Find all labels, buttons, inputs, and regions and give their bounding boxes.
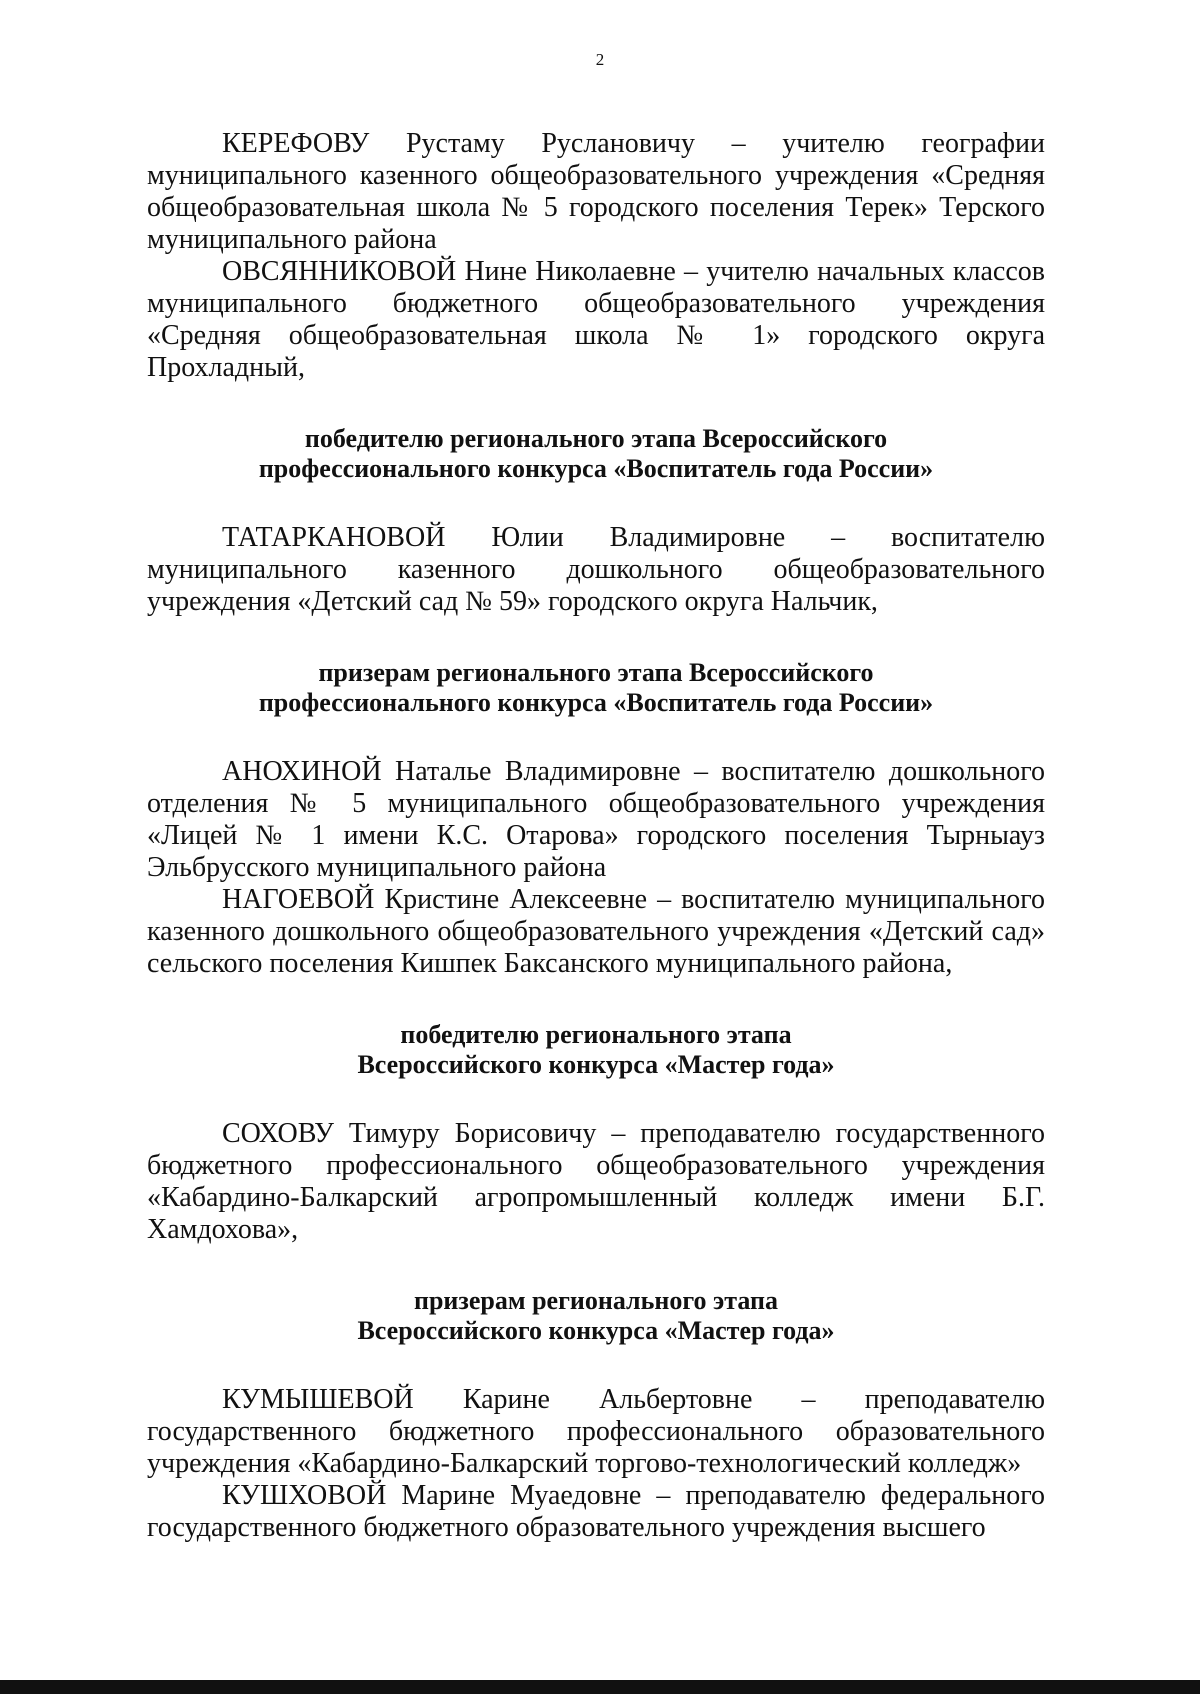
paragraph: СОХОВУ Тимуру Борисовичу – преподавателю государственного бюджетного профессионального общеобразовательного учреждения «Кабардино-Балкарский агропромышленный колледж имени Б.Г. Хамдохова», [147,1118,1045,1245]
section-heading [147,658,1045,718]
section-heading-line: победителю регионального этапа Всероссийского [304,424,888,453]
section-heading-line: призерам регионального этапа Всероссийского [318,658,874,687]
paragraph: АНОХИНОЙ Наталье Владимировне – воспитателю дошкольного отделения № 5 муниципального общеобразовательного учреждения «Лицей № 1 имени К.С. Отарова» городского поселения Тырныауз Эльбрусского муниципального района [147,756,1045,883]
section-heading-line: Всероссийского конкурса «Мастер года» [357,1316,835,1345]
paragraph: ТАТАРКАНОВОЙ Юлии Владимировне – воспитателю муниципального казенного дошкольного общеобразовательного учреждения «Детский сад № 59» городского округа Нальчик, [147,522,1045,617]
section-heading-line: профессионального конкурса «Воспитатель года России» [258,688,934,717]
paragraph: КУШХОВОЙ Марине Муаедовне – преподавателю федерального государственного бюджетного образовательного учреждения высшего [147,1480,1045,1543]
section-heading-line: профессионального конкурса «Воспитатель года России» [258,454,934,483]
section-heading [147,424,1045,484]
section-heading-line: победителю регионального этапа [400,1020,792,1049]
scan-edge-bar [0,1680,1200,1694]
document-body [147,128,1045,1544]
section-heading-line: призерам регионального этапа [413,1286,778,1315]
page-number: 2 [595,50,605,69]
paragraph: КЕРЕФОВУ Рустаму Руслановичу – учителю географии муниципального казенного общеобразовательного учреждения «Средняя общеобразовательная школа № 5 городского поселения Терек» Терского муниципального района [147,128,1045,255]
section-heading-line: Всероссийского конкурса «Мастер года» [357,1050,835,1079]
paragraph: ОВСЯННИКОВОЙ Нине Николаевне – учителю начальных классов муниципального бюджетного общеобразовательного учреждения «Средняя общеобразовательная школа № 1» городского округа Прохладный, [147,256,1045,383]
section-heading [147,1286,1045,1346]
paragraph: НАГОЕВОЙ Кристине Алексеевне – воспитателю муниципального казенного дошкольного общеобразовательного учреждения «Детский сад» сельского поселения Кишпек Баксанского муниципального района, [147,884,1045,979]
paragraph: КУМЫШЕВОЙ Карине Альбертовне – преподавателю государственного бюджетного профессионального образовательного учреждения «Кабардино-Балкарский торгово-технологический колледж» [147,1384,1045,1479]
section-heading [147,1020,1045,1080]
